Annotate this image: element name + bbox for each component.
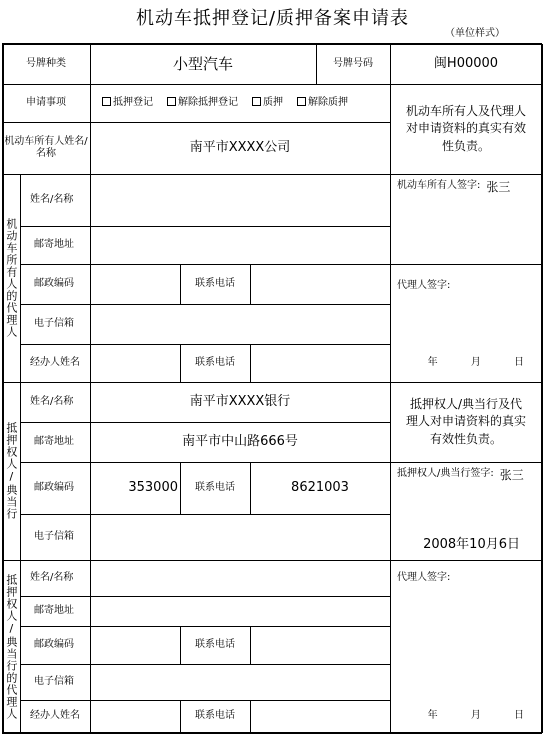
table-border-bottom — [2, 732, 542, 734]
form-title: 机动车抵押登记/质押备案申请表 — [135, 8, 410, 29]
apply-item-options — [90, 84, 390, 122]
agent-handler-label: 经办人姓名 — [30, 356, 80, 368]
pledgee-agent-name-label: 姓名/名称 — [30, 571, 74, 583]
pledgee-agent-handler-label: 经办人姓名 — [30, 710, 80, 722]
owner-name-label: 机动车所有人姓名/名称 — [4, 135, 88, 159]
option-release-pledge[interactable]: 解除质押 — [297, 97, 348, 110]
agent-signature-date: 年 月 日 — [427, 356, 524, 368]
grid-line — [20, 422, 390, 423]
pledgee-address-value[interactable]: 南平市中山路666号 — [182, 433, 298, 449]
pledgee-agent-email-label: 电子信箱 — [34, 675, 74, 687]
pledgee-agent-address-label: 邮寄地址 — [34, 604, 74, 616]
grid-line — [390, 44, 391, 733]
pledgee-responsibility-note: 抵押权人/典当行及代理人对申请资料的真实有效性负责。 — [405, 396, 526, 446]
pledgee-agent-address-field[interactable] — [90, 596, 390, 626]
grid-line — [2, 84, 542, 85]
pledgee-agent-phone-label: 联系电话 — [195, 638, 235, 650]
grid-line — [20, 514, 390, 515]
option-release-mortgage[interactable]: 解除抵押登记 — [167, 97, 238, 110]
pledgee-agent-name-field[interactable] — [90, 560, 390, 596]
grid-line — [20, 462, 542, 463]
owner-signature-value: 张三 — [486, 180, 511, 194]
plate-type-label: 号牌种类 — [26, 57, 66, 69]
grid-line — [20, 664, 390, 665]
grid-line — [180, 344, 181, 382]
option-mortgage[interactable]: 抵押登记 — [102, 97, 153, 110]
agent-phone-label: 联系电话 — [195, 277, 235, 289]
grid-line — [20, 174, 21, 733]
pledgee-phone-label: 联系电话 — [195, 481, 235, 493]
pledgee-address-label: 邮寄地址 — [34, 435, 74, 447]
grid-line — [180, 700, 181, 733]
pledgee-email-label: 电子信箱 — [34, 530, 74, 542]
pledgee-signature-date: 2008年10月6日 — [423, 536, 520, 552]
grid-line — [250, 700, 251, 733]
pledgee-agent-signature-label: 代理人签字: — [397, 572, 451, 583]
grid-line — [316, 44, 317, 84]
plate-number-label: 号牌号码 — [333, 57, 373, 69]
pledgee-agent-zip-label: 邮政编码 — [34, 638, 74, 650]
owner-signature-label: 机动车所有人签字: — [397, 180, 481, 191]
pledgee-agent-signature-date: 年 月 日 — [427, 710, 524, 722]
grid-line — [250, 264, 251, 304]
pledgee-zip-label: 邮政编码 — [34, 481, 74, 493]
pledgee-agent-email-field[interactable] — [90, 664, 390, 700]
grid-line — [2, 122, 390, 123]
agent-section-label: 机动车所有人的代理人 — [4, 218, 18, 338]
owner-responsibility-note: 机动车所有人及代理人对申请资料的真实有效性负责。 — [405, 103, 526, 153]
pledgee-section-label: 抵押权人/典当行 — [4, 422, 18, 520]
agent-address-label: 邮寄地址 — [34, 238, 74, 250]
checkbox-icon[interactable] — [102, 97, 111, 106]
pledgee-agent-handler-field[interactable] — [90, 700, 180, 733]
table-border-left — [2, 44, 4, 733]
grid-line — [180, 462, 181, 514]
pledgee-agent-handler-phone-label: 联系电话 — [195, 710, 235, 722]
plate-type-value[interactable]: 小型汽车 — [172, 54, 233, 73]
plate-number-value[interactable]: 闽H00000 — [433, 55, 499, 71]
grid-line — [20, 626, 390, 627]
table-border-top — [2, 43, 542, 45]
grid-line — [250, 344, 251, 382]
grid-line — [250, 462, 251, 514]
agent-zip-field[interactable] — [90, 264, 180, 304]
pledgee-agent-zip-field[interactable] — [90, 626, 180, 664]
checkbox-icon[interactable] — [252, 97, 261, 106]
grid-line — [180, 264, 181, 304]
grid-line — [250, 626, 251, 664]
agent-handler-phone-field[interactable] — [250, 344, 390, 382]
checkbox-icon[interactable] — [167, 97, 176, 106]
agent-address-field[interactable] — [90, 226, 390, 264]
agent-name-label: 姓名/名称 — [30, 193, 74, 205]
agent-handler-phone-label: 联系电话 — [195, 356, 235, 368]
option-pledge[interactable]: 质押 — [252, 97, 283, 110]
grid-line — [2, 174, 542, 175]
owner-name-value[interactable]: 南平市XXXX公司 — [189, 139, 291, 155]
apply-item-label: 申请事项 — [26, 96, 66, 108]
agent-signature-box[interactable] — [390, 264, 542, 344]
form-subtitle: （单位样式） — [445, 28, 505, 39]
agent-zip-label: 邮政编码 — [34, 277, 74, 289]
pledgee-zip-value[interactable]: 353000 — [128, 479, 178, 495]
agent-name-field[interactable] — [90, 174, 390, 226]
pledgee-email-field[interactable] — [90, 514, 390, 560]
pledgee-signature-value: 张三 — [499, 468, 524, 482]
grid-line — [20, 226, 390, 227]
grid-line — [20, 596, 390, 597]
checkbox-icon[interactable] — [297, 97, 306, 106]
grid-line — [2, 560, 542, 561]
grid-line — [2, 382, 542, 383]
pledgee-name-label: 姓名/名称 — [30, 395, 74, 407]
grid-line — [20, 304, 390, 305]
grid-line — [180, 626, 181, 664]
grid-line — [20, 700, 390, 701]
agent-email-field[interactable] — [90, 304, 390, 344]
owner-signature-box[interactable] — [390, 174, 542, 264]
pledgee-name-value[interactable]: 南平市XXXX银行 — [189, 393, 291, 409]
grid-line — [20, 344, 390, 345]
pledgee-agent-handler-phone-field[interactable] — [250, 700, 390, 733]
agent-email-label: 电子信箱 — [34, 317, 74, 329]
grid-line — [20, 264, 542, 265]
pledgee-agent-phone-field[interactable] — [250, 626, 390, 664]
grid-line — [90, 44, 91, 733]
pledgee-agent-signature-box[interactable] — [390, 560, 542, 700]
agent-phone-field[interactable] — [250, 264, 390, 304]
table-border-right — [541, 44, 543, 733]
pledgee-phone-value[interactable]: 8621003 — [291, 479, 349, 495]
agent-signature-label: 代理人签字: — [397, 280, 451, 291]
agent-handler-field[interactable] — [90, 344, 180, 382]
pledgee-agent-section-label: 抵押权人/典当行的代理人 — [4, 573, 18, 720]
pledgee-signature-label: 抵押权人/典当行签字: — [397, 468, 494, 479]
